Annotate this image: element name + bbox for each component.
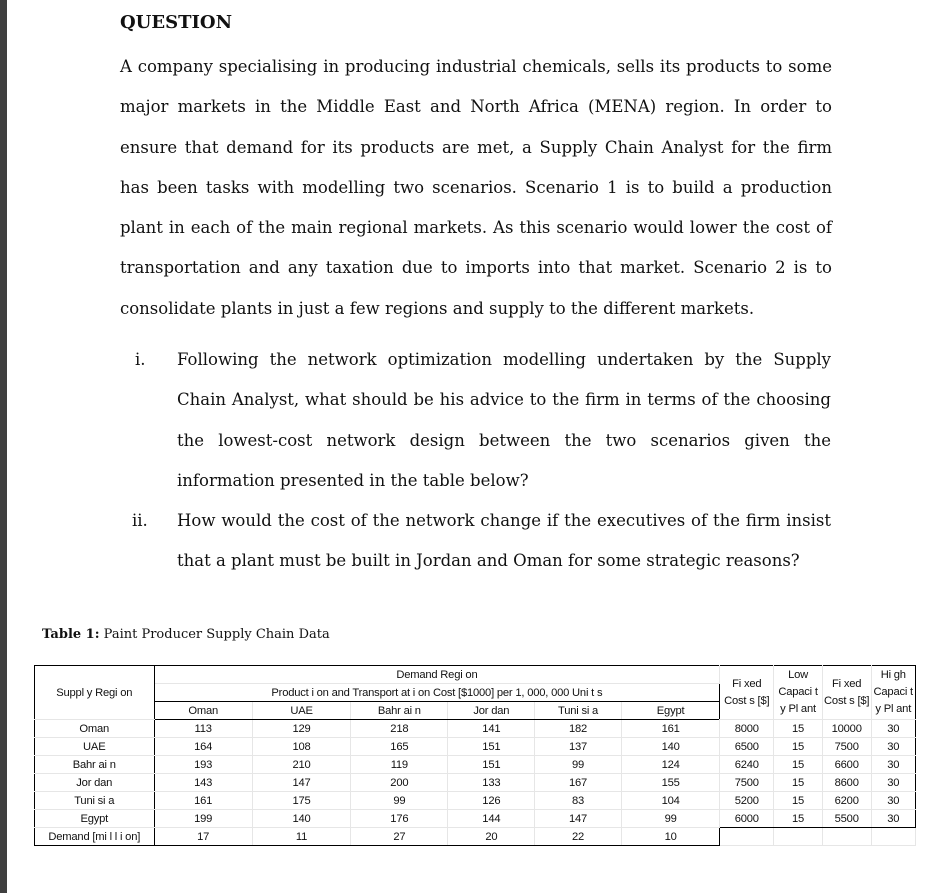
high-capacity-cell: 30 (871, 756, 916, 774)
demand-cell: 20 (448, 828, 535, 846)
fixed-high-cell: 6600 (822, 756, 871, 774)
empty-cell (871, 828, 916, 846)
fixed-low-cell: 7500 (720, 774, 774, 792)
question-ii-text: How would the cost of the network change if the executives of the firm insist that a plant must be built in Jordan and Oman for some strategic reasons? (177, 511, 831, 571)
cost-cell: 161 (154, 792, 252, 810)
table-header-row-1 (35, 666, 916, 684)
cost-cell: 182 (535, 720, 622, 738)
cost-cell: 218 (351, 720, 448, 738)
cost-cell: 99 (351, 792, 448, 810)
fixed-costs-low-header: Fi xed Cost s [$] (720, 666, 774, 720)
low-capacity-cell: 15 (774, 738, 823, 756)
table-caption-text: Paint Producer Supply Chain Data (103, 627, 330, 642)
question-marker-i: i. (135, 350, 146, 369)
cost-cell: 151 (448, 738, 535, 756)
table-caption-label: Table 1: (42, 627, 100, 642)
region-cell: Jor dan (35, 774, 155, 792)
region-cell: Egypt (35, 810, 155, 828)
column-header: Tuni si a (535, 702, 622, 720)
cost-cell: 124 (621, 756, 719, 774)
question-i-text: Following the network optimization modelling undertaken by the Supply Chain Analyst, what should be his advice to the firm in terms of the choosing the lowest-cost network design between the two scenarios given the information presented in the table below? (177, 350, 831, 490)
cost-cell: 200 (351, 774, 448, 792)
cost-cell: 129 (252, 720, 350, 738)
cost-cell: 167 (535, 774, 622, 792)
table-row (35, 774, 916, 792)
fixed-low-cell: 5200 (720, 792, 774, 810)
table-row (35, 720, 916, 738)
page-left-edge (0, 0, 7, 893)
cost-cell: 143 (154, 774, 252, 792)
demand-region-header: Demand Regi on (154, 666, 720, 684)
high-capacity-cell: 30 (871, 720, 916, 738)
fixed-low-cell: 6000 (720, 810, 774, 828)
fixed-high-cell: 6200 (822, 792, 871, 810)
cost-cell: 141 (448, 720, 535, 738)
region-cell: Tuni si a (35, 792, 155, 810)
fixed-high-cell: 10000 (822, 720, 871, 738)
table-row (35, 756, 916, 774)
cost-cell: 151 (448, 756, 535, 774)
table-row (35, 810, 916, 828)
table-caption (42, 627, 330, 642)
cost-cell: 147 (535, 810, 622, 828)
table-row (35, 738, 916, 756)
cost-cell: 199 (154, 810, 252, 828)
cost-cell: 144 (448, 810, 535, 828)
cost-cell: 193 (154, 756, 252, 774)
high-capacity-header: Hi gh Capaci t y Pl ant (871, 666, 916, 720)
column-header: UAE (252, 702, 350, 720)
intro-paragraph: A company specialising in producing industrial chemicals, sells its products to some major markets in the Middle East and North Africa (MENA) region. In order to ensure that demand for its products are met, a Supply Chain Analyst for the firm has been tasks with modelling two scenarios. Scenario 1 is to build a production plant in each of the main regional markets. As this scenario would lower the cost of transportation and any taxation due to imports into that market. Scenario 2 is to consolidate plants in just a few regions and supply to the different markets. (120, 57, 832, 318)
cost-cell: 108 (252, 738, 350, 756)
cost-cell: 176 (351, 810, 448, 828)
cost-subtitle-header: Product i on and Transport at i on Cost [$1000] per 1, 000, 000 Uni t s (154, 684, 720, 702)
cost-cell: 99 (535, 756, 622, 774)
fixed-low-cell: 8000 (720, 720, 774, 738)
cost-cell: 164 (154, 738, 252, 756)
high-capacity-cell: 30 (871, 792, 916, 810)
demand-label-cell: Demand [mi l l i on] (35, 828, 155, 846)
question-heading: QUESTION (120, 12, 233, 33)
empty-cell (720, 828, 774, 846)
cost-cell: 113 (154, 720, 252, 738)
cost-cell: 83 (535, 792, 622, 810)
fixed-high-cell: 7500 (822, 738, 871, 756)
cost-cell: 161 (621, 720, 719, 738)
region-cell: UAE (35, 738, 155, 756)
demand-cell: 27 (351, 828, 448, 846)
cost-cell: 175 (252, 792, 350, 810)
column-header: Bahr ai n (351, 702, 448, 720)
fixed-low-cell: 6240 (720, 756, 774, 774)
high-capacity-cell: 30 (871, 774, 916, 792)
low-capacity-cell: 15 (774, 792, 823, 810)
demand-cell: 22 (535, 828, 622, 846)
demand-cell: 17 (154, 828, 252, 846)
cost-cell: 133 (448, 774, 535, 792)
cost-cell: 165 (351, 738, 448, 756)
demand-row (35, 828, 916, 846)
cost-cell: 155 (621, 774, 719, 792)
low-capacity-header: Low Capaci t y Pl ant (774, 666, 823, 720)
cost-cell: 140 (252, 810, 350, 828)
table-row (35, 792, 916, 810)
low-capacity-cell: 15 (774, 810, 823, 828)
low-capacity-cell: 15 (774, 756, 823, 774)
fixed-high-cell: 8600 (822, 774, 871, 792)
supply-region-header: Suppl y Regi on (35, 666, 155, 720)
question-marker-ii: ii. (132, 511, 148, 530)
cost-cell: 104 (621, 792, 719, 810)
region-cell: Bahr ai n (35, 756, 155, 774)
high-capacity-cell: 30 (871, 738, 916, 756)
column-header: Jor dan (448, 702, 535, 720)
cost-cell: 140 (621, 738, 719, 756)
fixed-high-cell: 5500 (822, 810, 871, 828)
fixed-costs-high-header: Fi xed Cost s [$] (822, 666, 871, 720)
column-header: Oman (154, 702, 252, 720)
column-header: Egypt (621, 702, 719, 720)
demand-cell: 11 (252, 828, 350, 846)
fixed-low-cell: 6500 (720, 738, 774, 756)
cost-cell: 147 (252, 774, 350, 792)
empty-cell (774, 828, 823, 846)
demand-cell: 10 (621, 828, 719, 846)
supply-chain-table (34, 665, 916, 846)
cost-cell: 210 (252, 756, 350, 774)
cost-cell: 119 (351, 756, 448, 774)
low-capacity-cell: 15 (774, 774, 823, 792)
region-cell: Oman (35, 720, 155, 738)
low-capacity-cell: 15 (774, 720, 823, 738)
empty-cell (822, 828, 871, 846)
cost-cell: 137 (535, 738, 622, 756)
high-capacity-cell: 30 (871, 810, 916, 828)
cost-cell: 99 (621, 810, 719, 828)
cost-cell: 126 (448, 792, 535, 810)
